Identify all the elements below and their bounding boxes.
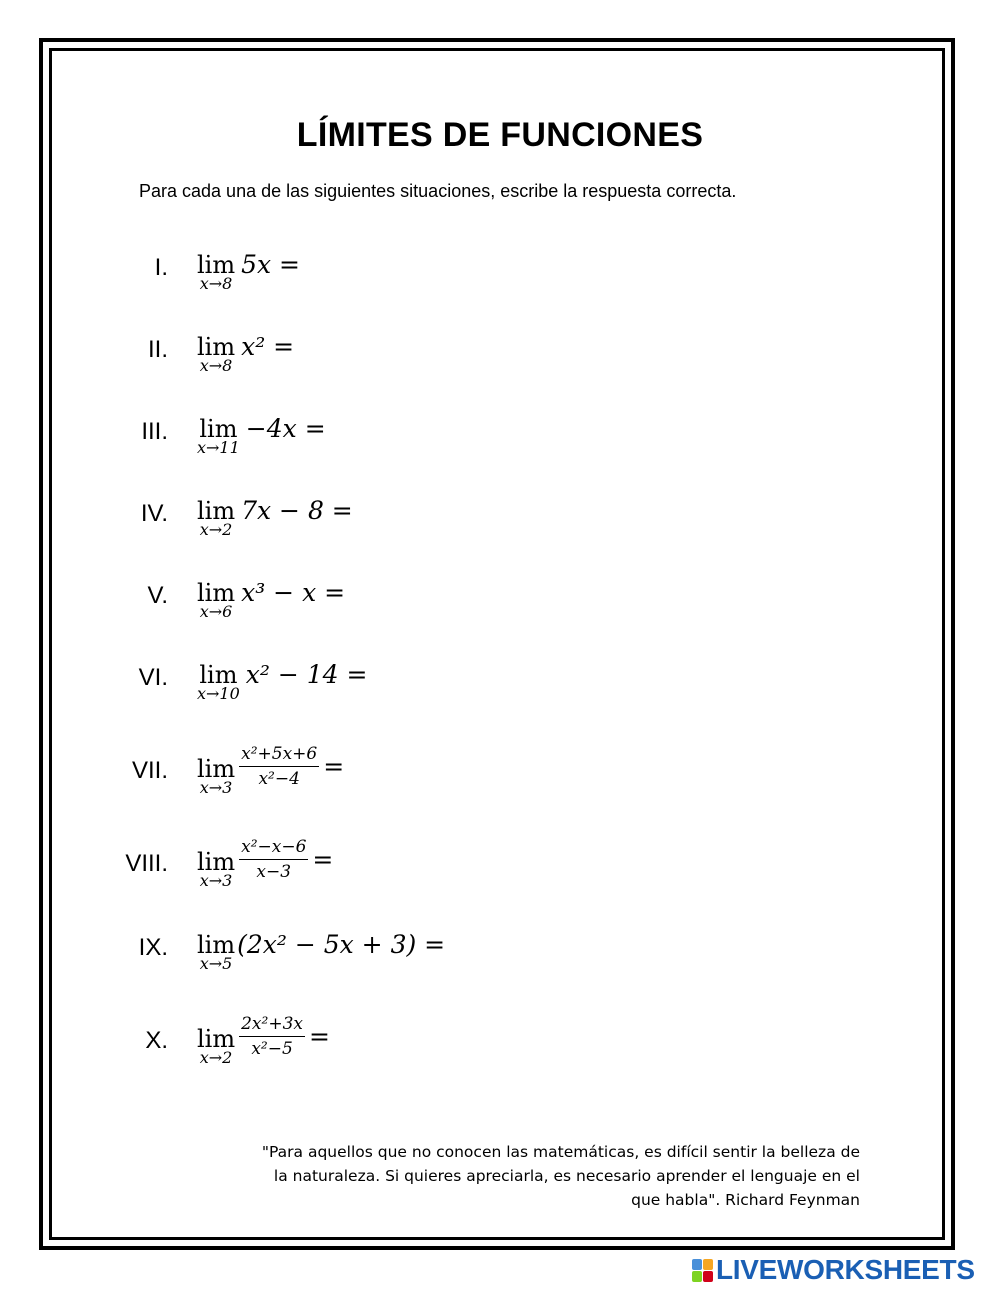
- fraction-numerator: x²−x−6: [239, 837, 308, 860]
- fraction-denominator: x−3: [256, 862, 292, 882]
- equals-sign: =: [323, 752, 345, 781]
- lim-word: lim: [197, 755, 236, 783]
- item-number: X.: [145, 1027, 168, 1054]
- fraction-numerator: 2x²+3x: [239, 1014, 305, 1037]
- lim-word: lim: [197, 931, 236, 959]
- lim-word: lim: [197, 579, 236, 607]
- limit-subscript: x→3: [199, 778, 233, 797]
- limit-expression: 5x =: [241, 250, 301, 279]
- exercise-item: [0, 252, 1000, 312]
- limit-operator: [197, 252, 235, 293]
- quote-line: "Para aquellos que no conocen las matemáticas, es difícil sentir la belleza de: [261, 1143, 860, 1161]
- math-expression: [197, 416, 326, 457]
- exercise-item: [0, 744, 1000, 814]
- exercise-item: [0, 334, 1000, 394]
- lim-word: lim: [197, 497, 236, 525]
- limit-operator: [197, 932, 235, 973]
- math-expression: [197, 334, 294, 375]
- limit-subscript: x→6: [199, 602, 233, 621]
- limit-expression: x³ − x =: [241, 578, 346, 607]
- math-expression: [197, 837, 333, 890]
- limit-expression: x² =: [241, 332, 295, 361]
- limit-operator: [197, 1026, 235, 1067]
- limit-subscript: x→2: [199, 520, 233, 539]
- exercise-item: [0, 416, 1000, 476]
- logo-tile: [703, 1271, 713, 1282]
- limit-expression: 7x − 8 =: [241, 496, 353, 525]
- item-number: V.: [147, 582, 168, 609]
- limit-operator: [197, 416, 240, 457]
- page-title: LÍMITES DE FUNCIONES: [296, 116, 704, 154]
- limit-operator: [197, 498, 235, 539]
- logo-tile: [703, 1259, 713, 1270]
- fraction-denominator: x²−4: [258, 769, 300, 789]
- lim-word: lim: [197, 1025, 236, 1053]
- exercise-item: [0, 662, 1000, 722]
- logo-tile: [692, 1271, 702, 1282]
- limit-expression: −4x =: [245, 414, 326, 443]
- fraction: [239, 744, 319, 789]
- limit-operator: [197, 662, 240, 703]
- item-number: I.: [154, 254, 168, 281]
- limit-expression: x² − 14 =: [245, 660, 368, 689]
- math-expression: [197, 932, 445, 973]
- item-number: III.: [141, 418, 168, 445]
- math-expression: [197, 744, 344, 797]
- limit-expression: (2x² − 5x + 3) =: [237, 930, 446, 959]
- lim-word: lim: [197, 848, 236, 876]
- math-expression: [197, 252, 300, 293]
- brand-name: LIVEWORKSHEETS: [716, 1254, 975, 1285]
- exercise-item: [0, 1014, 1000, 1084]
- exercise-item: [0, 580, 1000, 640]
- item-number: IV.: [140, 500, 168, 527]
- quote-line: la naturaleza. Si quieres apreciarla, es necesario aprender el lenguaje en el: [273, 1167, 860, 1185]
- limit-operator: [197, 580, 235, 621]
- quote-line: que habla". Richard Feynman: [631, 1191, 860, 1209]
- fraction-denominator: x²−5: [251, 1039, 293, 1059]
- logo-tile: [692, 1259, 702, 1270]
- liveworksheets-brand[interactable]: [692, 1255, 975, 1285]
- feynman-quote: [190, 1140, 860, 1212]
- limit-subscript: x→8: [199, 356, 233, 375]
- limit-subscript: x→8: [199, 274, 233, 293]
- math-expression: [197, 1014, 330, 1067]
- item-number: VIII.: [125, 850, 168, 877]
- limit-subscript: x→11: [197, 438, 240, 457]
- lim-word: lim: [197, 251, 236, 279]
- instruction-text: Para cada una de las siguientes situaciones, escribe la respuesta correcta.: [139, 181, 737, 201]
- lim-word: lim: [197, 333, 236, 361]
- limit-subscript: x→2: [199, 1048, 233, 1067]
- math-expression: [197, 498, 353, 539]
- liveworksheets-logo-icon: [692, 1259, 713, 1282]
- item-number: IX.: [138, 934, 168, 961]
- exercise-item: [0, 498, 1000, 558]
- equals-sign: =: [312, 845, 334, 874]
- limit-operator: [197, 849, 235, 890]
- exercise-item: [0, 932, 1000, 992]
- lim-word: lim: [199, 415, 238, 443]
- limit-operator: [197, 756, 235, 797]
- fraction: [239, 1014, 305, 1059]
- math-expression: [197, 580, 345, 621]
- math-expression: [197, 662, 367, 703]
- fraction: [239, 837, 308, 882]
- exercise-item: [0, 837, 1000, 907]
- limit-subscript: x→3: [199, 871, 233, 890]
- limit-subscript: x→5: [199, 954, 233, 973]
- lim-word: lim: [199, 661, 238, 689]
- limit-operator: [197, 334, 235, 375]
- equals-sign: =: [308, 1022, 330, 1051]
- fraction-numerator: x²+5x+6: [239, 744, 319, 767]
- limit-subscript: x→10: [197, 684, 240, 703]
- item-number: VII.: [131, 757, 168, 784]
- item-number: VI.: [138, 664, 168, 691]
- item-number: II.: [147, 336, 168, 363]
